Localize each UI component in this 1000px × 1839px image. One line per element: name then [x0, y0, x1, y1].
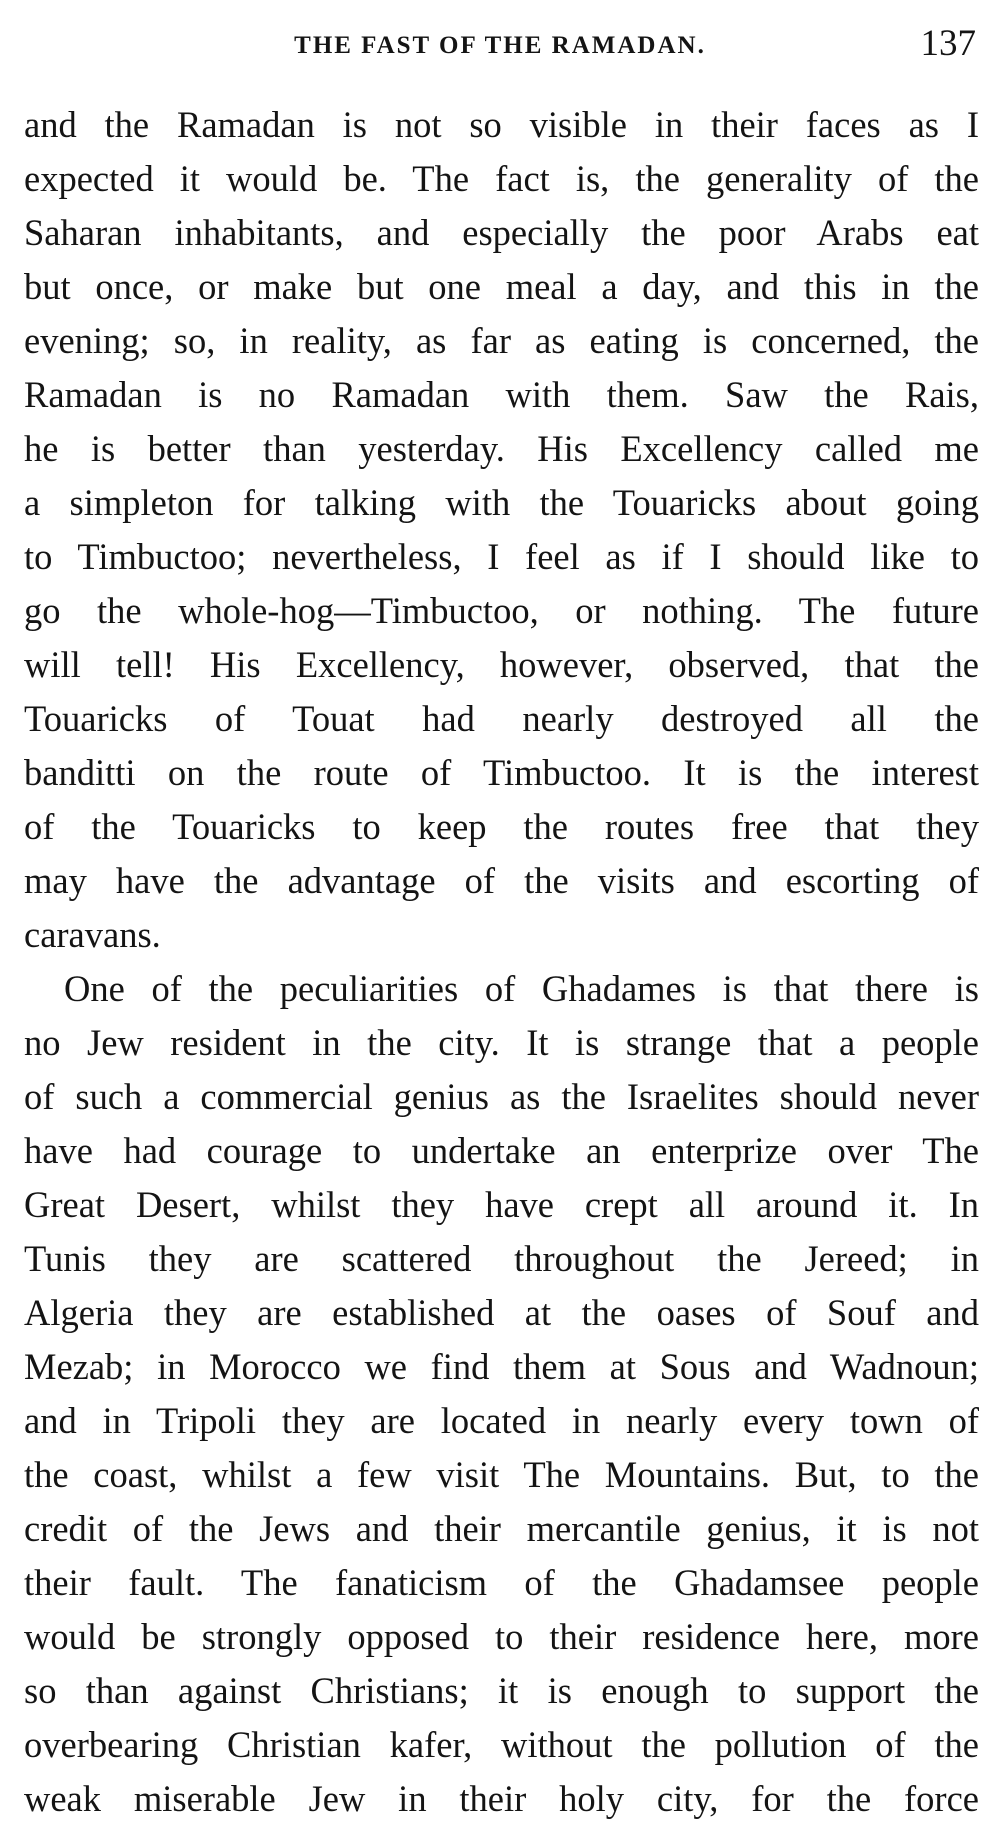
text-line: may have the advantage of the visits and escorting of: [24, 860, 979, 901]
text-line: but once, or make but one meal a day, and this in the: [24, 266, 979, 307]
text-line: Great Desert, whilst they have crept all around it. In: [24, 1184, 979, 1225]
text-line: would be strongly opposed to their residence here, more: [24, 1616, 979, 1657]
text-line: banditti on the route of Timbuctoo. It is the interest: [24, 752, 979, 793]
text-line: caravans.: [24, 914, 161, 955]
text-line: of such a commercial genius as the Israelites should never: [24, 1076, 979, 1117]
text-line: credit of the Jews and their mercantile genius, it is not: [24, 1508, 979, 1549]
text-line: Algeria they are established at the oases of Souf and: [24, 1292, 979, 1333]
paragraph: [24, 962, 979, 1826]
text-line: will tell! His Excellency, however, observed, that the: [24, 644, 979, 685]
text-line: Saharan inhabitants, and especially the poor Arabs eat: [24, 212, 979, 253]
body-text: [24, 98, 979, 1826]
page-number: 137: [920, 23, 976, 64]
paragraph: [24, 98, 979, 962]
text-line: so than against Christians; it is enough to support the: [24, 1670, 979, 1711]
text-line: to Timbuctoo; nevertheless, I feel as if I should like to: [24, 536, 979, 577]
text-line: he is better than yesterday. His Excellency called me: [24, 428, 979, 469]
text-line: overbearing Christian kafer, without the pollution of the: [24, 1724, 979, 1765]
text-line: Mezab; in Morocco we find them at Sous and Wadnoun;: [24, 1346, 979, 1387]
text-line: expected it would be. The fact is, the generality of the: [24, 158, 979, 199]
text-line: evening; so, in reality, as far as eating is concerned, the: [24, 320, 979, 361]
text-line: go the whole-hog—Timbuctoo, or nothing. The future: [24, 590, 979, 631]
text-line: have had courage to undertake an enterprize over The: [24, 1130, 979, 1171]
text-line: and the Ramadan is not so visible in their faces as I: [24, 104, 979, 145]
text-line: their fault. The fanaticism of the Ghadamsee people: [24, 1562, 979, 1603]
text-line: Touaricks of Touat had nearly destroyed all the: [24, 698, 979, 739]
text-line: One of the peculiarities of Ghadames is that there is: [64, 968, 979, 1009]
text-line: and in Tripoli they are located in nearly every town of: [24, 1400, 979, 1441]
running-head: [24, 16, 976, 76]
text-line: the coast, whilst a few visit The Mountains. But, to the: [24, 1454, 979, 1495]
text-line: no Jew resident in the city. It is strange that a people: [24, 1022, 979, 1063]
text-line: weak miserable Jew in their holy city, for the force: [24, 1778, 979, 1819]
text-line: of the Touaricks to keep the routes free that they: [24, 806, 979, 847]
text-line: Ramadan is no Ramadan with them. Saw the Rais,: [24, 374, 979, 415]
text-line: a simpleton for talking with the Touaricks about going: [24, 482, 979, 523]
running-title: THE FAST OF THE RAMADAN.: [294, 32, 706, 59]
text-line: Tunis they are scattered throughout the Jereed; in: [24, 1238, 979, 1279]
